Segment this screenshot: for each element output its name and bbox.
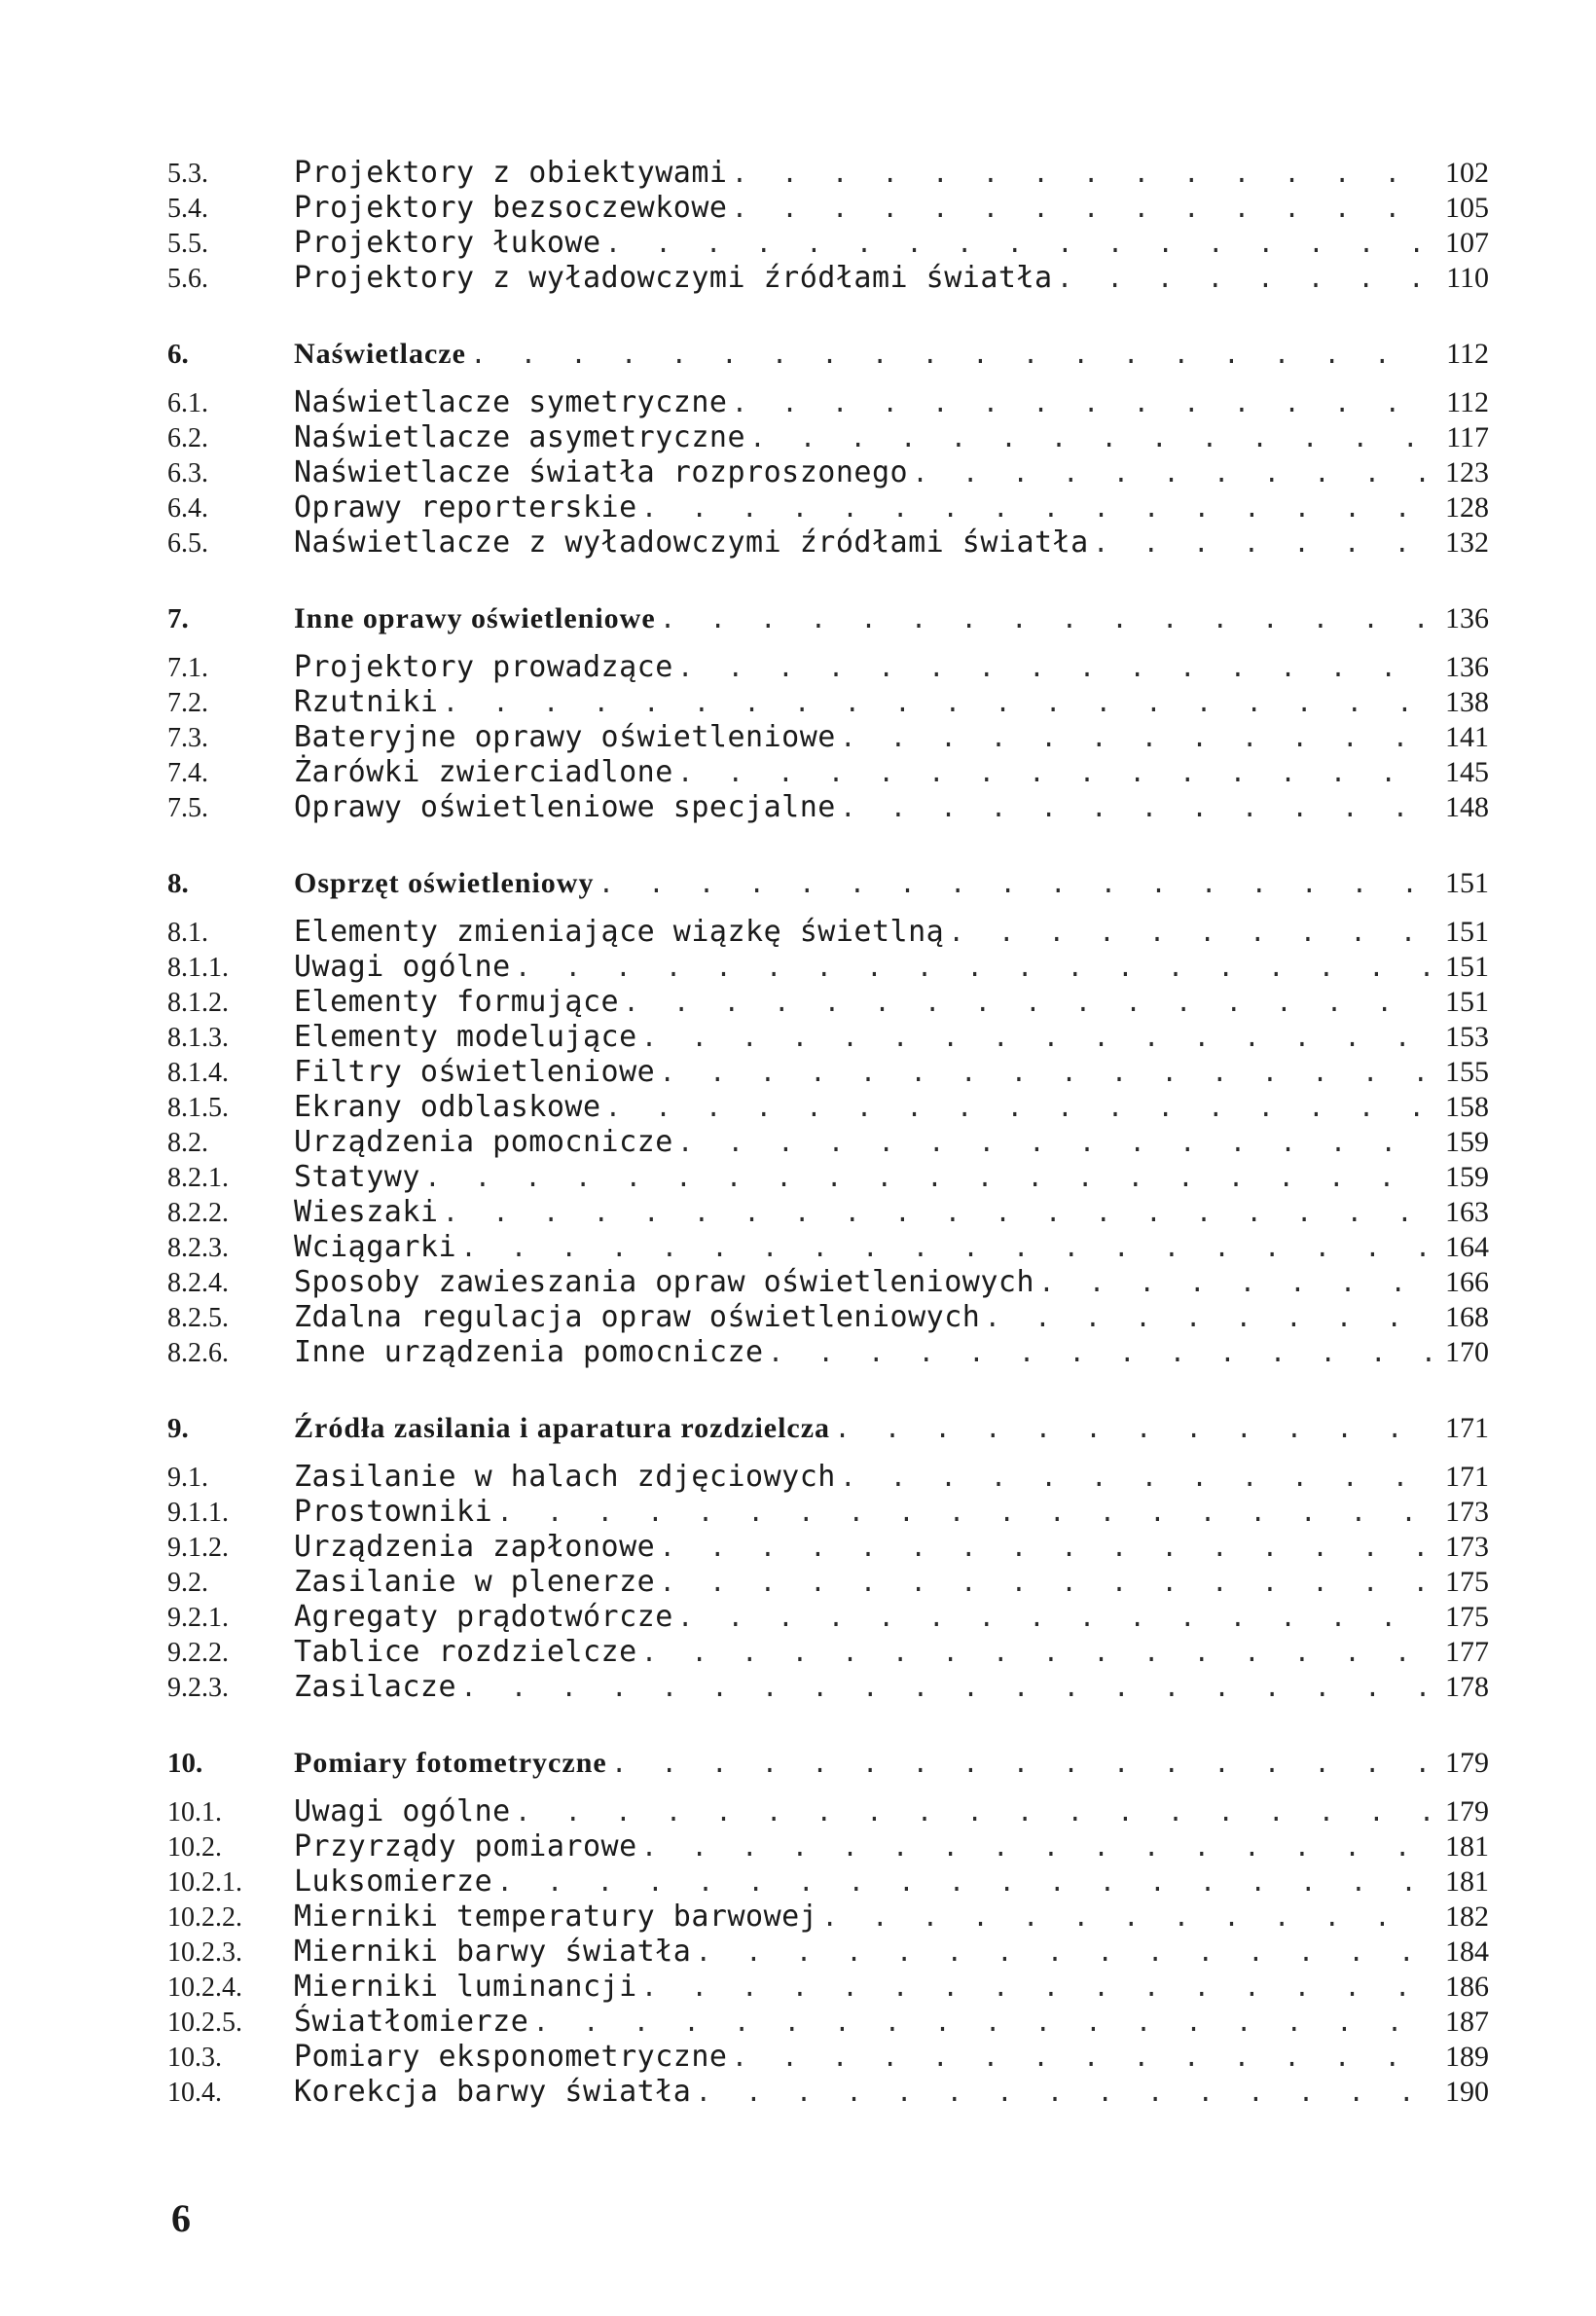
toc-entry bbox=[167, 2005, 1489, 2040]
dot-leader bbox=[659, 1533, 1431, 1568]
section-number: 6.2. bbox=[167, 423, 208, 453]
toc-entry bbox=[167, 1935, 1489, 1970]
section-title: Zasilanie w plenerze bbox=[294, 1565, 656, 1599]
section-number: 8.1.3. bbox=[167, 1023, 229, 1053]
section-title: Oprawy reporterskie bbox=[294, 490, 637, 525]
dot-leader bbox=[677, 1603, 1431, 1638]
section-page: 158 bbox=[1445, 1091, 1489, 1123]
section-number: 8.2.3. bbox=[167, 1233, 229, 1263]
toc-entry bbox=[167, 915, 1489, 950]
dot-leader bbox=[515, 953, 1431, 988]
toc-entry bbox=[167, 1230, 1489, 1265]
section-number: 7.5. bbox=[167, 793, 208, 823]
section-number: 5.4. bbox=[167, 194, 208, 224]
toc-entry bbox=[167, 156, 1489, 191]
page-number: 6 bbox=[171, 2196, 191, 2240]
toc-entry bbox=[167, 1970, 1489, 2005]
section-title: Filtry oświetleniowe bbox=[294, 1055, 656, 1089]
dot-leader bbox=[496, 1867, 1431, 1902]
section-title: Rzutniki bbox=[294, 685, 439, 719]
section-title: Źródła zasilania i aparatura rozdzielcza bbox=[294, 1412, 831, 1444]
section-number: 8.1. bbox=[167, 918, 208, 948]
dot-leader bbox=[677, 653, 1431, 688]
dot-leader bbox=[443, 1198, 1432, 1233]
section-page: 117 bbox=[1446, 421, 1489, 453]
dot-leader bbox=[840, 1463, 1431, 1498]
toc-entry bbox=[167, 950, 1489, 985]
toc-entry bbox=[167, 1600, 1489, 1635]
section-number: 10.2.3. bbox=[167, 1937, 242, 1968]
section-title: Projektory z wyładowczymi źródłami światła bbox=[294, 261, 1053, 295]
toc-entry bbox=[167, 1530, 1489, 1565]
section-page: 110 bbox=[1446, 262, 1489, 294]
section-page: 151 bbox=[1445, 867, 1489, 899]
section-number: 9.1.2. bbox=[167, 1533, 229, 1563]
section-title: Mierniki barwy światła bbox=[294, 1935, 692, 1969]
section-title: Tablice rozdzielcze bbox=[294, 1635, 637, 1669]
toc-entry bbox=[167, 1265, 1489, 1300]
toc-chapter-group bbox=[167, 1411, 1489, 1705]
toc-entry bbox=[167, 685, 1489, 720]
toc-entry bbox=[167, 1565, 1489, 1600]
section-number: 6.1. bbox=[167, 388, 208, 418]
section-number: 8. bbox=[167, 868, 189, 899]
section-page: 181 bbox=[1445, 1865, 1489, 1898]
section-title: Wieszaki bbox=[294, 1195, 439, 1229]
section-page: 184 bbox=[1445, 1936, 1489, 1968]
toc-entry bbox=[167, 2040, 1489, 2075]
dot-leader bbox=[984, 1303, 1431, 1338]
section-page: 189 bbox=[1445, 2041, 1489, 2073]
section-page: 145 bbox=[1445, 756, 1489, 788]
section-number: 5.3. bbox=[167, 159, 208, 189]
toc-entry bbox=[167, 1020, 1489, 1055]
toc-entry bbox=[167, 1495, 1489, 1530]
section-number: 7. bbox=[167, 603, 189, 634]
section-page: 148 bbox=[1445, 791, 1489, 823]
section-number: 10. bbox=[167, 1748, 203, 1779]
dot-leader bbox=[496, 1498, 1431, 1533]
toc-chapter-group bbox=[167, 601, 1489, 825]
section-title: Wciągarki bbox=[294, 1230, 457, 1264]
toc-chapter-group bbox=[167, 337, 1489, 561]
section-number: 6.3. bbox=[167, 458, 208, 489]
section-number: 6. bbox=[167, 339, 189, 370]
section-page: 173 bbox=[1445, 1531, 1489, 1563]
toc-entry bbox=[167, 755, 1489, 790]
section-number: 5.6. bbox=[167, 264, 208, 294]
section-number: 10.2. bbox=[167, 1832, 222, 1863]
dot-leader bbox=[598, 869, 1431, 904]
dot-leader bbox=[605, 1093, 1431, 1128]
dot-leader bbox=[695, 1937, 1431, 1972]
section-page: 128 bbox=[1445, 491, 1489, 524]
section-page: 141 bbox=[1445, 721, 1489, 753]
section-page: 175 bbox=[1445, 1566, 1489, 1598]
section-page: 151 bbox=[1445, 951, 1489, 983]
dot-leader bbox=[677, 1128, 1431, 1163]
toc-chapter-group bbox=[167, 1746, 1489, 2110]
section-title: Sposoby zawieszania opraw oświetleniowych bbox=[294, 1265, 1035, 1299]
section-number: 5.5. bbox=[167, 229, 208, 259]
section-title: Projektory łukowe bbox=[294, 226, 601, 260]
toc-entry bbox=[167, 1829, 1489, 1864]
section-title: Projektory z obiektywami bbox=[294, 156, 728, 190]
toc-entry bbox=[167, 1635, 1489, 1670]
toc-entry bbox=[167, 720, 1489, 755]
section-title: Mierniki temperatury barwowej bbox=[294, 1900, 818, 1934]
section-number: 10.1. bbox=[167, 1797, 222, 1827]
toc-chapter-heading bbox=[167, 337, 1489, 372]
dot-leader bbox=[424, 1163, 1431, 1198]
toc-entry bbox=[167, 1300, 1489, 1335]
section-page: 177 bbox=[1445, 1636, 1489, 1668]
section-page: 168 bbox=[1445, 1301, 1489, 1333]
section-page: 132 bbox=[1445, 526, 1489, 559]
section-page: 179 bbox=[1445, 1747, 1489, 1779]
dot-leader bbox=[731, 2043, 1431, 2078]
toc-entry bbox=[167, 455, 1489, 490]
section-title: Inne urządzenia pomocnicze bbox=[294, 1335, 764, 1369]
section-page: 107 bbox=[1445, 227, 1489, 259]
dot-leader bbox=[460, 1673, 1431, 1708]
dot-leader bbox=[731, 388, 1431, 423]
section-number: 10.2.4. bbox=[167, 1972, 242, 2003]
dot-leader bbox=[948, 918, 1431, 953]
dot-leader bbox=[460, 1233, 1431, 1268]
section-title: Pomiary fotometryczne bbox=[294, 1747, 607, 1779]
dot-leader bbox=[515, 1797, 1431, 1832]
toc-chapter-heading bbox=[167, 866, 1489, 901]
section-title: Światłomierze bbox=[294, 2005, 529, 2039]
dot-leader bbox=[1057, 264, 1431, 299]
section-title: Elementy formujące bbox=[294, 985, 620, 1019]
section-title: Urządzenia pomocnicze bbox=[294, 1125, 673, 1159]
toc-entry bbox=[167, 261, 1489, 296]
section-number: 8.2.5. bbox=[167, 1303, 229, 1333]
toc-chapter-group bbox=[167, 156, 1489, 296]
section-title: Uwagi ogólne bbox=[294, 1794, 511, 1828]
section-number: 9.1.1. bbox=[167, 1498, 229, 1528]
section-number: 8.2.4. bbox=[167, 1268, 229, 1298]
dot-leader bbox=[443, 688, 1432, 723]
dot-leader bbox=[641, 1832, 1431, 1867]
section-title: Mierniki luminancji bbox=[294, 1970, 637, 2004]
toc-entry bbox=[167, 420, 1489, 455]
section-title: Zasilacze bbox=[294, 1670, 457, 1704]
section-title: Naświetlacze światła rozproszonego bbox=[294, 455, 909, 489]
section-number: 8.2.1. bbox=[167, 1163, 229, 1193]
section-number: 10.3. bbox=[167, 2043, 222, 2073]
section-page: 105 bbox=[1445, 192, 1489, 224]
section-number: 7.4. bbox=[167, 758, 208, 788]
section-title: Bateryjne oprawy oświetleniowe bbox=[294, 720, 836, 754]
dot-leader bbox=[641, 1023, 1431, 1058]
toc-chapter-heading bbox=[167, 601, 1489, 636]
section-title: Żarówki zwierciadlone bbox=[294, 755, 673, 789]
section-page: 171 bbox=[1445, 1412, 1489, 1444]
dot-leader bbox=[821, 1902, 1431, 1937]
section-number: 9.1. bbox=[167, 1463, 208, 1493]
section-page: 153 bbox=[1445, 1021, 1489, 1053]
section-page: 182 bbox=[1445, 1900, 1489, 1933]
section-page: 155 bbox=[1445, 1056, 1489, 1088]
section-page: 166 bbox=[1445, 1266, 1489, 1298]
section-title: Ekrany odblaskowe bbox=[294, 1090, 601, 1124]
toc-chapter-heading bbox=[167, 1746, 1489, 1781]
toc-entry bbox=[167, 385, 1489, 420]
toc-entry bbox=[167, 1055, 1489, 1090]
section-number: 10.2.1. bbox=[167, 1867, 242, 1898]
toc-entry bbox=[167, 790, 1489, 825]
section-page: 181 bbox=[1445, 1830, 1489, 1863]
dot-leader bbox=[641, 1638, 1431, 1673]
section-number: 6.5. bbox=[167, 528, 208, 559]
toc-entry bbox=[167, 1195, 1489, 1230]
section-title: Zasilanie w halach zdjęciowych bbox=[294, 1460, 836, 1494]
section-number: 10.2.2. bbox=[167, 1902, 242, 1933]
section-title: Uwagi ogólne bbox=[294, 950, 511, 984]
section-page: 163 bbox=[1445, 1196, 1489, 1228]
section-number: 7.3. bbox=[167, 723, 208, 753]
toc-entry bbox=[167, 1125, 1489, 1160]
table-of-contents bbox=[167, 156, 1489, 2151]
dot-leader bbox=[1093, 528, 1431, 563]
section-title: Projektory bezsoczewkowe bbox=[294, 191, 728, 225]
section-number: 8.1.4. bbox=[167, 1058, 229, 1088]
toc-entry bbox=[167, 1335, 1489, 1370]
section-page: 159 bbox=[1445, 1161, 1489, 1193]
section-page: 179 bbox=[1445, 1795, 1489, 1827]
section-number: 10.2.5. bbox=[167, 2008, 242, 2038]
toc-entry bbox=[167, 1794, 1489, 1829]
section-page: 170 bbox=[1445, 1336, 1489, 1368]
dot-leader bbox=[659, 1058, 1431, 1093]
section-title: Naświetlacze symetryczne bbox=[294, 385, 728, 419]
dot-leader bbox=[840, 723, 1431, 758]
section-title: Prostowniki bbox=[294, 1495, 493, 1529]
section-number: 9.2.1. bbox=[167, 1603, 229, 1633]
section-number: 9.2.3. bbox=[167, 1673, 229, 1703]
section-number: 6.4. bbox=[167, 493, 208, 524]
section-title: Oprawy oświetleniowe specjalne bbox=[294, 790, 836, 824]
section-number: 8.2. bbox=[167, 1128, 208, 1158]
section-title: Projektory prowadzące bbox=[294, 650, 673, 684]
section-page: 151 bbox=[1445, 916, 1489, 948]
section-title: Agregaty prądotwórcze bbox=[294, 1600, 673, 1634]
dot-leader bbox=[834, 1414, 1431, 1449]
toc-entry bbox=[167, 1160, 1489, 1195]
toc-entry bbox=[167, 191, 1489, 226]
toc-entry bbox=[167, 985, 1489, 1020]
dot-leader bbox=[611, 1749, 1431, 1784]
section-page: 102 bbox=[1445, 157, 1489, 189]
section-page: 159 bbox=[1445, 1126, 1489, 1158]
section-title: Przyrządy pomiarowe bbox=[294, 1829, 637, 1864]
section-page: 151 bbox=[1445, 986, 1489, 1018]
section-number: 8.1.2. bbox=[167, 988, 229, 1018]
section-page: 186 bbox=[1445, 1971, 1489, 2003]
section-title: Inne oprawy oświetleniowe bbox=[294, 602, 656, 634]
section-title: Naświetlacze bbox=[294, 338, 466, 370]
section-number: 7.1. bbox=[167, 653, 208, 683]
section-number: 9. bbox=[167, 1413, 189, 1444]
section-page: 164 bbox=[1445, 1231, 1489, 1263]
toc-entry bbox=[167, 525, 1489, 561]
toc-entry bbox=[167, 226, 1489, 261]
section-title: Elementy modelujące bbox=[294, 1020, 637, 1054]
section-number: 9.2.2. bbox=[167, 1638, 229, 1668]
dot-leader bbox=[641, 1972, 1431, 2008]
section-title: Naświetlacze z wyładowczymi źródłami światła bbox=[294, 525, 1089, 560]
section-title: Luksomierze bbox=[294, 1864, 493, 1899]
dot-leader bbox=[660, 604, 1431, 639]
toc-entry bbox=[167, 1090, 1489, 1125]
section-title: Elementy zmieniające wiązkę świetlną bbox=[294, 915, 945, 949]
toc-entry bbox=[167, 2075, 1489, 2110]
section-number: 9.2. bbox=[167, 1568, 208, 1598]
dot-leader bbox=[749, 423, 1431, 458]
dot-leader bbox=[641, 493, 1431, 528]
section-title: Statywy bbox=[294, 1160, 420, 1194]
section-page: 138 bbox=[1445, 686, 1489, 718]
dot-leader bbox=[623, 988, 1431, 1023]
section-page: 187 bbox=[1445, 2006, 1489, 2038]
section-page: 112 bbox=[1446, 338, 1489, 370]
section-page: 112 bbox=[1446, 386, 1489, 418]
section-number: 8.2.2. bbox=[167, 1198, 229, 1228]
section-page: 123 bbox=[1445, 456, 1489, 489]
section-number: 8.1.1. bbox=[167, 953, 229, 983]
section-page: 178 bbox=[1445, 1671, 1489, 1703]
toc-entry bbox=[167, 650, 1489, 685]
section-title: Pomiary eksponometryczne bbox=[294, 2040, 728, 2074]
section-number: 7.2. bbox=[167, 688, 208, 718]
toc-chapter-heading bbox=[167, 1411, 1489, 1446]
section-page: 171 bbox=[1445, 1461, 1489, 1493]
dot-leader bbox=[731, 194, 1431, 229]
toc-entry bbox=[167, 1900, 1489, 1935]
section-title: Naświetlacze asymetryczne bbox=[294, 420, 746, 454]
section-page: 173 bbox=[1445, 1496, 1489, 1528]
section-number: 8.1.5. bbox=[167, 1093, 229, 1123]
dot-leader bbox=[768, 1338, 1431, 1373]
toc-entry bbox=[167, 490, 1489, 525]
dot-leader bbox=[731, 159, 1431, 194]
dot-leader bbox=[677, 758, 1431, 793]
dot-leader bbox=[470, 340, 1431, 375]
dot-leader bbox=[840, 793, 1431, 828]
dot-leader bbox=[605, 229, 1431, 264]
section-title: Zdalna regulacja opraw oświetleniowych bbox=[294, 1300, 981, 1334]
toc-chapter-group bbox=[167, 866, 1489, 1370]
section-page: 190 bbox=[1445, 2076, 1489, 2108]
section-number: 10.4. bbox=[167, 2078, 222, 2108]
dot-leader bbox=[695, 2078, 1431, 2113]
section-title: Urządzenia zapłonowe bbox=[294, 1530, 656, 1564]
section-page: 136 bbox=[1445, 651, 1489, 683]
section-number: 8.2.6. bbox=[167, 1338, 229, 1368]
dot-leader bbox=[659, 1568, 1431, 1603]
section-page: 175 bbox=[1445, 1601, 1489, 1633]
section-page: 136 bbox=[1445, 602, 1489, 634]
toc-entry bbox=[167, 1864, 1489, 1900]
dot-leader bbox=[1038, 1268, 1431, 1303]
toc-entry bbox=[167, 1460, 1489, 1495]
section-title: Korekcja barwy światła bbox=[294, 2075, 692, 2109]
dot-leader bbox=[912, 458, 1431, 493]
section-title: Osprzęt oświetleniowy bbox=[294, 867, 595, 899]
dot-leader bbox=[532, 2008, 1431, 2043]
toc-entry bbox=[167, 1670, 1489, 1705]
